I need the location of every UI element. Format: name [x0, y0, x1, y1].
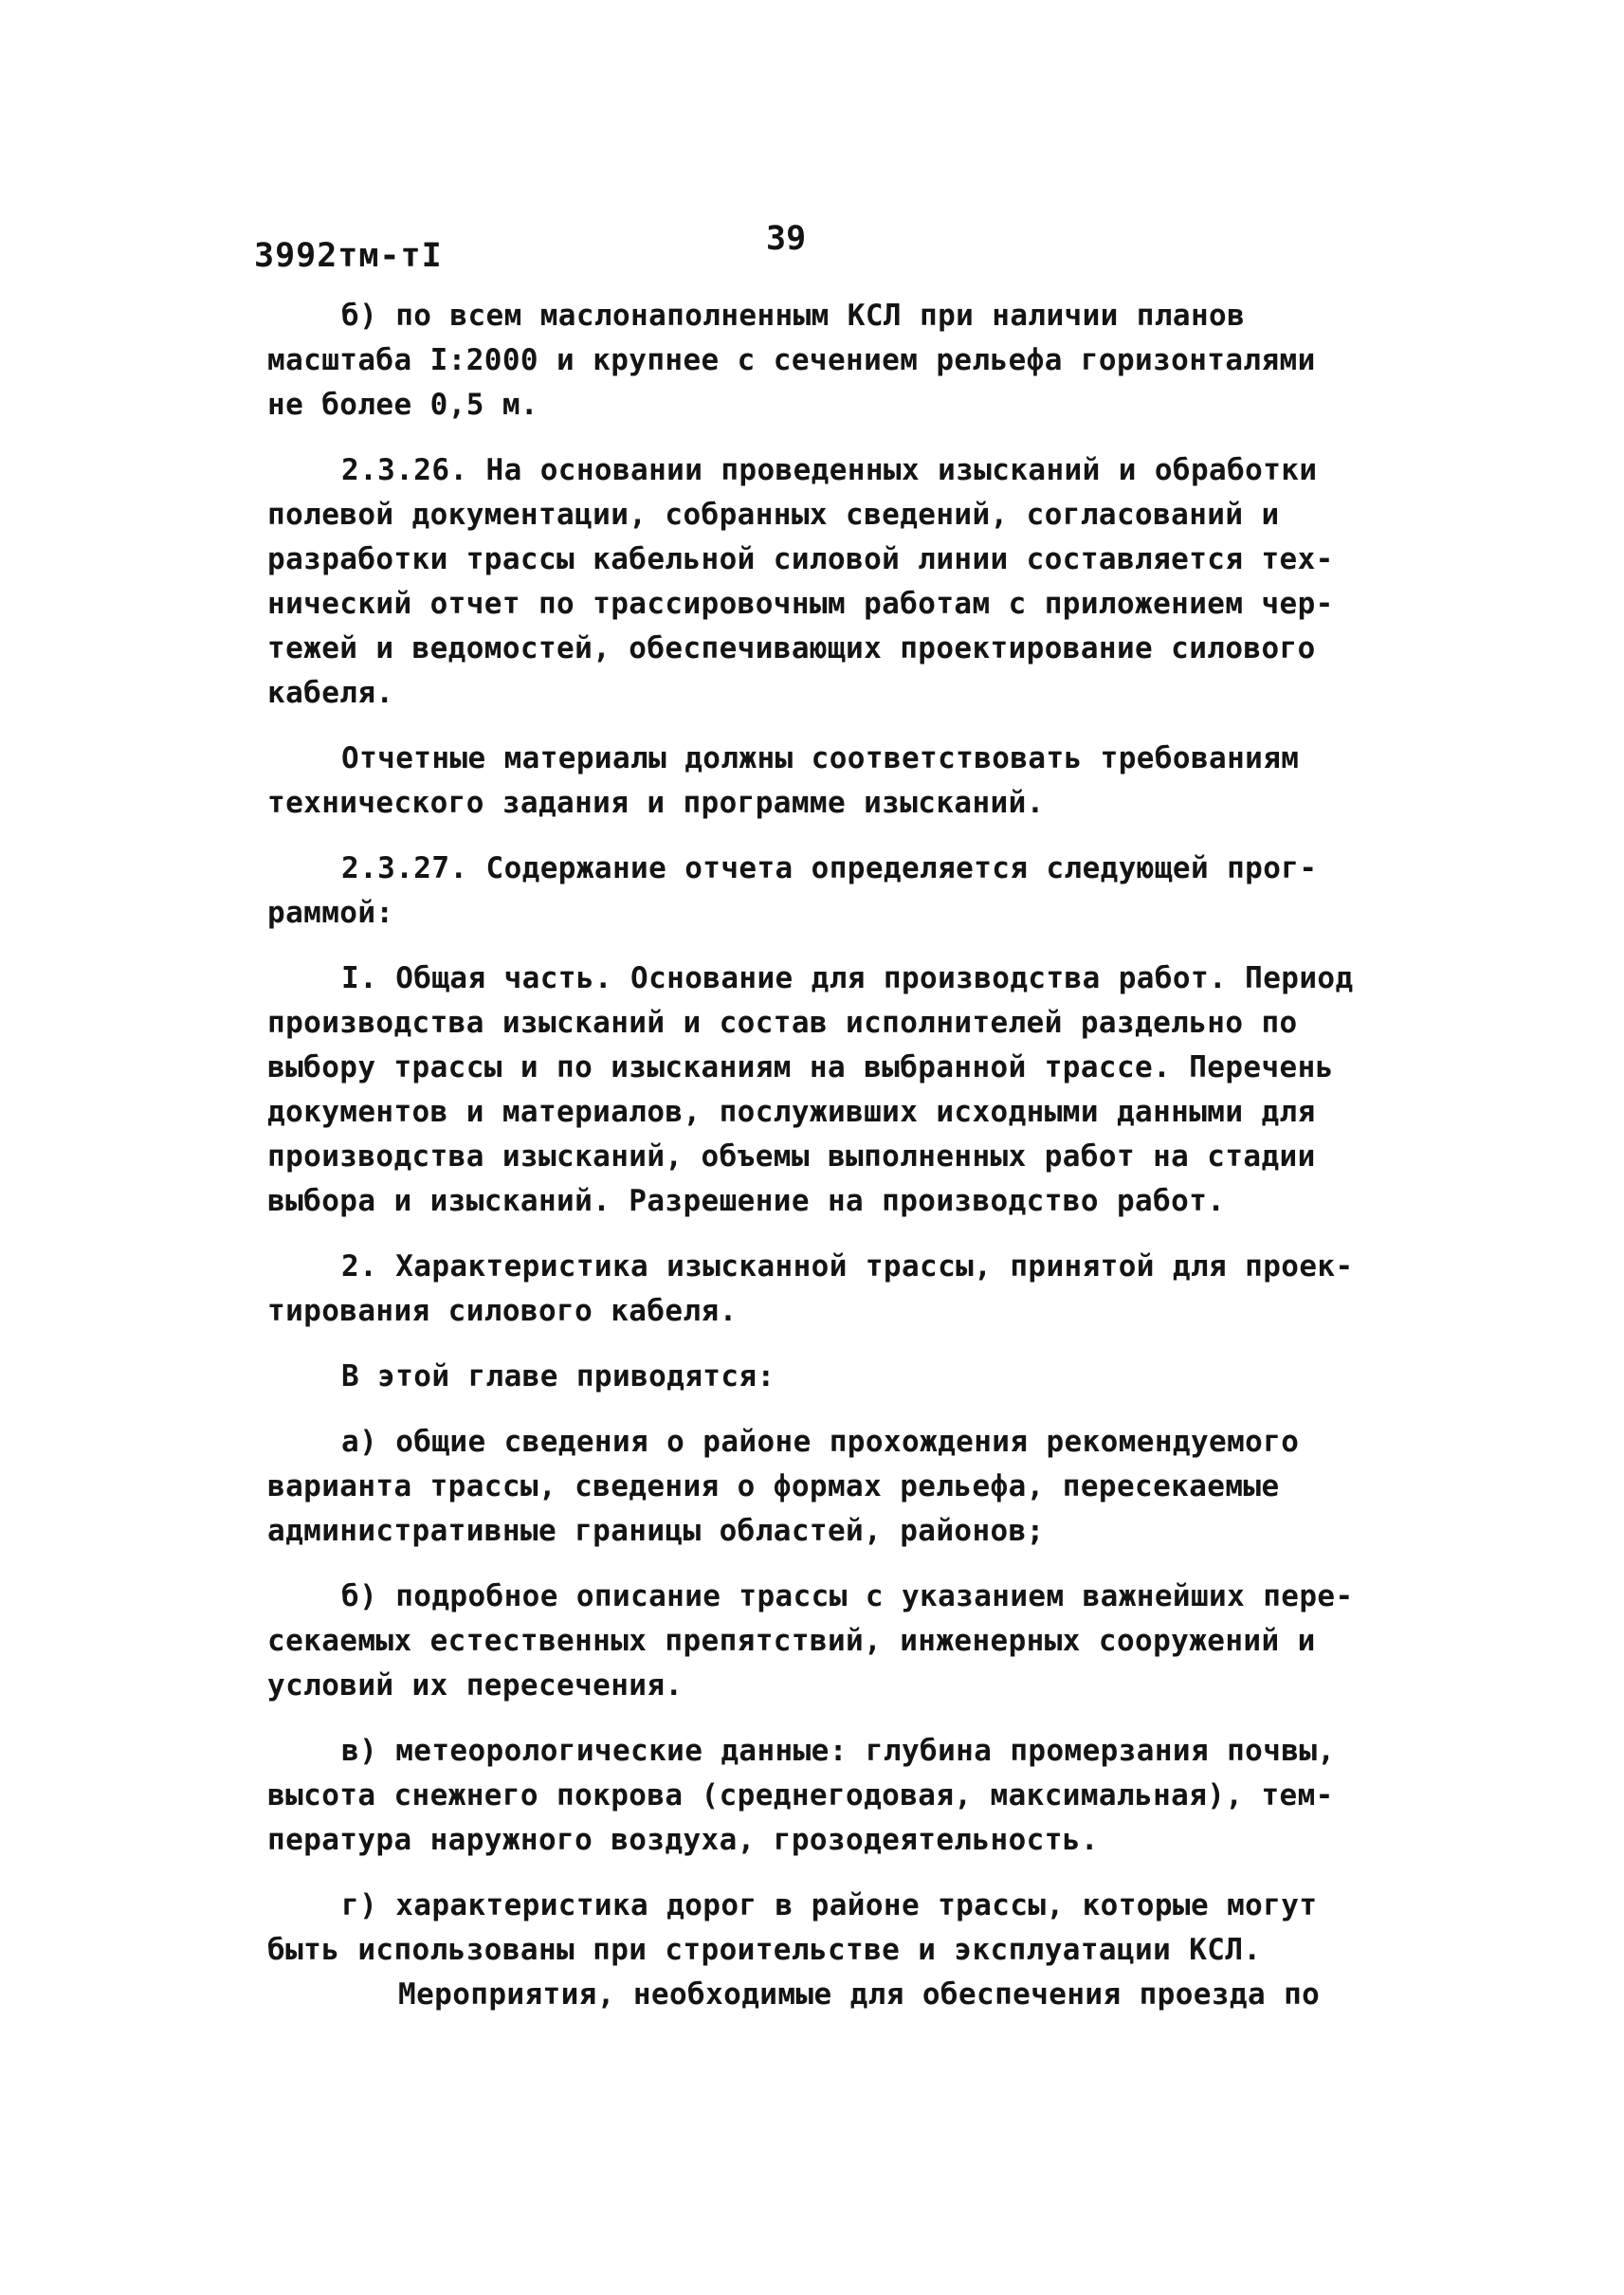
text-line: В этой главе приводятся:: [341, 1359, 776, 1393]
text-line: варианта трассы, сведения о формах рельефа, пересекаемые: [267, 1469, 1280, 1503]
paragraph: [267, 737, 1391, 826]
paragraph: [267, 1245, 1391, 1334]
text-line: б) по всем маслонаполненным КСЛ при наличии планов: [341, 299, 1246, 333]
paragraph: [267, 1355, 1391, 1399]
text-line: в) метеорологические данные: глубина промерзания почвы,: [341, 1734, 1336, 1768]
text-line: условий их пересечения.: [267, 1668, 684, 1703]
text-line: быть использованы при строительстве и эксплуатации КСЛ.: [267, 1933, 1262, 1967]
text-line: выбора и изысканий. Разрешение на производство работ.: [267, 1184, 1226, 1218]
text-line: Отчетные материалы должны соответствовать требованиям: [341, 741, 1300, 775]
text-line: производства изысканий, объемы выполненных работ на стадии: [267, 1139, 1316, 1174]
text-line: разработки трассы кабельной силовой линии составляется тех-: [267, 542, 1334, 576]
text-line: масштаба I:2000 и крупнее с сечением рельефа горизонталями: [267, 343, 1316, 377]
text-line: нический отчет по трассировочным работам с приложением чер-: [267, 587, 1334, 621]
document-code: 3992тм-тI: [254, 237, 443, 275]
text-line: а) общие сведения о районе прохождения рекомендуемого: [341, 1425, 1300, 1459]
text-line: выбору трассы и по изысканиям на выбранной трассе. Перечень: [267, 1050, 1334, 1084]
body-text: [267, 294, 1391, 2038]
text-line: г) характеристика дорог в районе трассы, которые могут: [341, 1888, 1318, 1922]
text-line: тирования силового кабеля.: [267, 1294, 738, 1328]
text-line: б) подробное описание трассы с указанием важнейших пере-: [341, 1579, 1354, 1613]
paragraph: [267, 448, 1391, 716]
text-line: административные границы областей, районов;: [267, 1514, 1045, 1548]
text-line: I. Общая часть. Основание для производства работ. Период: [341, 961, 1354, 995]
text-line: раммой:: [267, 896, 394, 930]
text-line: производства изысканий и состав исполнителей раздельно по: [267, 1006, 1298, 1040]
paragraph: [267, 1884, 1391, 2017]
paragraph: [267, 956, 1391, 1224]
text-line: 2.3.27. Содержание отчета определяется следующей прог-: [341, 851, 1318, 885]
text-line: 2.3.26. На основании проведенных изысканий и обработки: [341, 453, 1318, 487]
paragraph: [267, 1420, 1391, 1554]
text-line: документов и материалов, послуживших исходными данными для: [267, 1095, 1316, 1129]
text-line: не более 0,5 м.: [267, 388, 538, 422]
text-line: секаемых естественных препятствий, инженерных сооружений и: [267, 1624, 1316, 1658]
text-line: Мероприятия, необходимые для обеспечения проезда по: [398, 1977, 1321, 2012]
text-line: 2. Характеристика изысканной трассы, принятой для проек-: [341, 1249, 1354, 1284]
text-line: тежей и ведомостей, обеспечивающих проектирование силового: [267, 631, 1316, 665]
paragraph: [267, 1729, 1391, 1863]
text-line: кабеля.: [267, 676, 394, 710]
text-line: полевой документации, собранных сведений, согласований и: [267, 498, 1280, 532]
paragraph: [267, 1575, 1391, 1708]
page-number: 39: [766, 220, 807, 258]
text-line: технического задания и программе изысканий.: [267, 786, 1045, 820]
paragraph: [267, 847, 1391, 936]
paragraph: [267, 294, 1391, 428]
text-line: пература наружного воздуха, грозодеятельность.: [267, 1823, 1099, 1857]
text-line: высота снежнего покрова (среднегодовая, максимальная), тем-: [267, 1778, 1334, 1812]
